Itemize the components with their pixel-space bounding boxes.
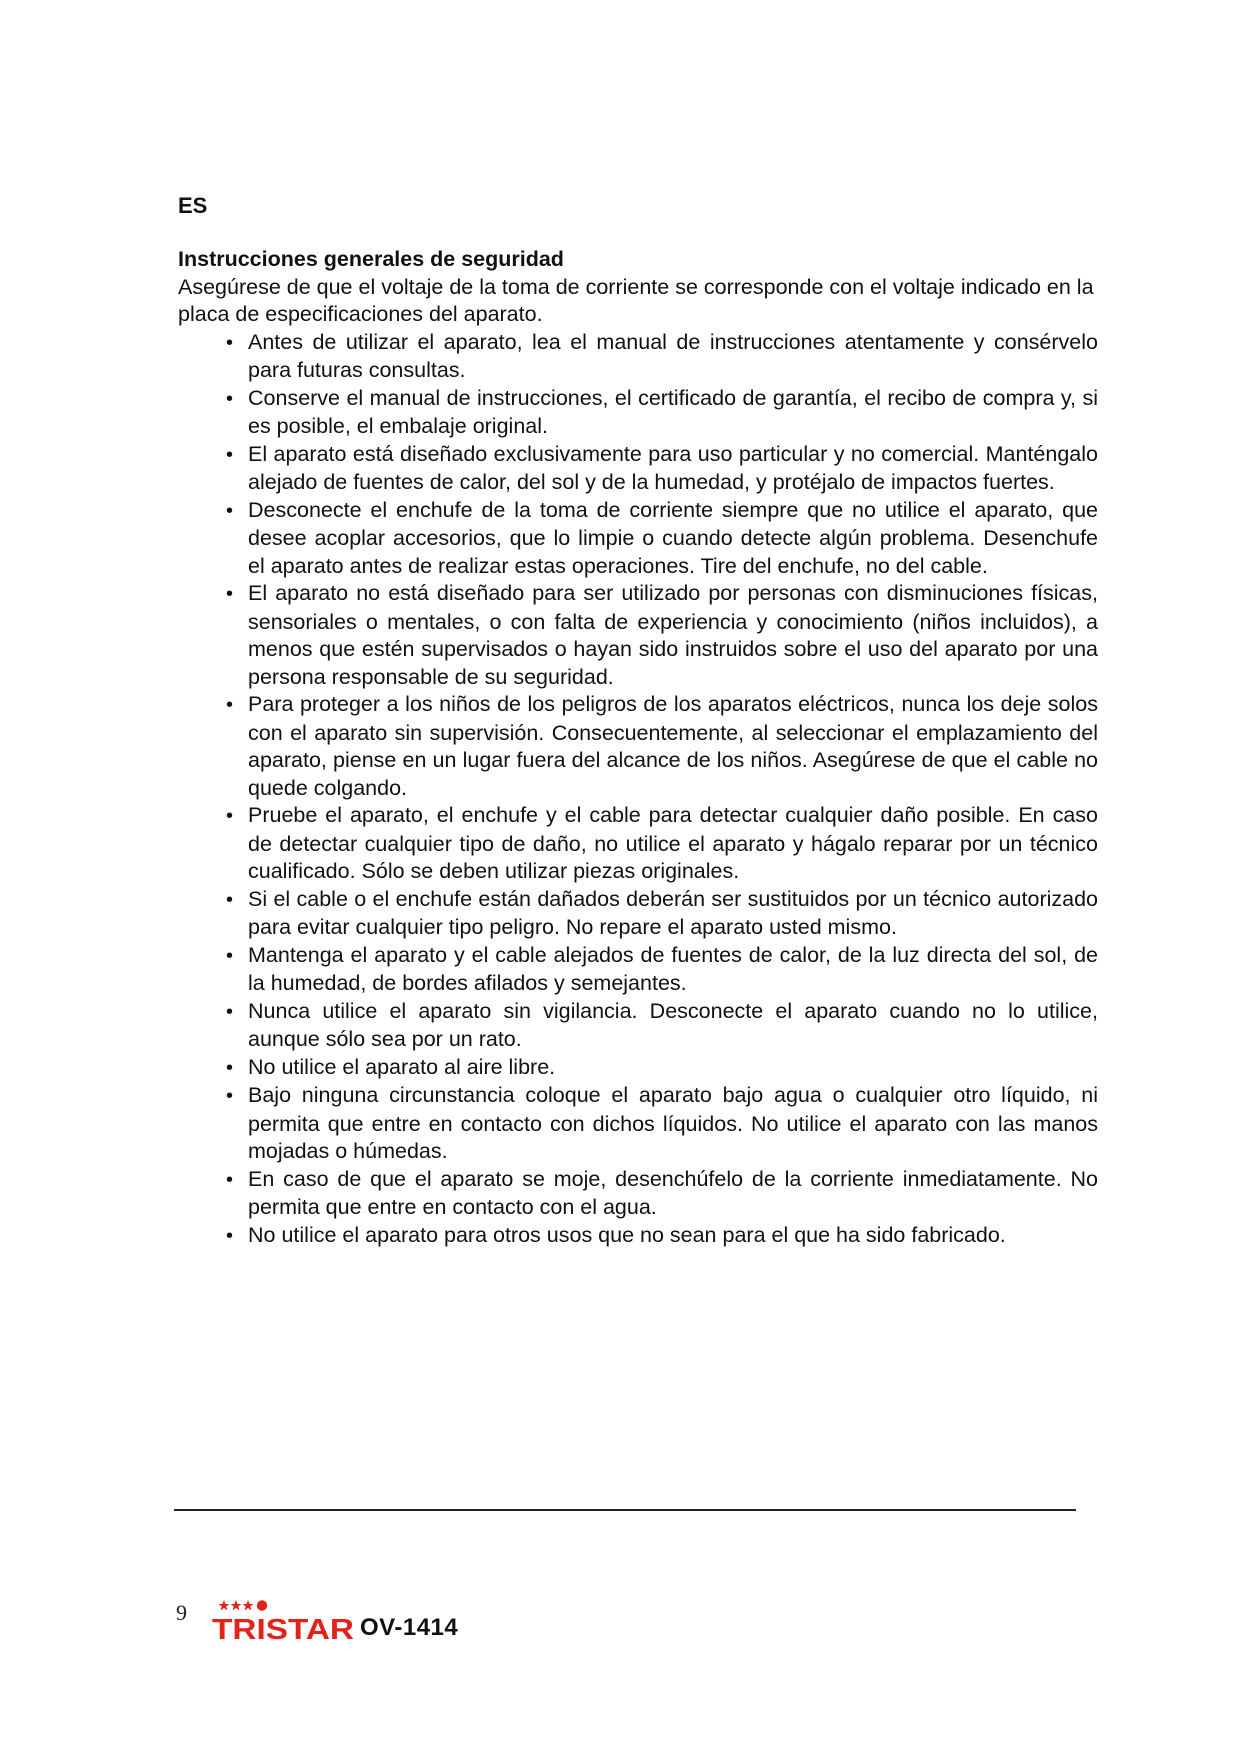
list-item-text: Antes de utilizar el aparato, lea el manual de instrucciones atentamente y consérvelo para futuras consultas. bbox=[248, 329, 1098, 382]
list-item bbox=[178, 1222, 1098, 1251]
bullet: • bbox=[226, 583, 234, 605]
list-item bbox=[178, 441, 1098, 497]
list-item bbox=[178, 329, 1098, 385]
list-item bbox=[178, 886, 1098, 942]
bullet: • bbox=[226, 694, 234, 716]
list-item-text: El aparato está diseñado exclusivamente para uso particular y no comercial. Manténgalo alejado de fuentes de calor, del sol y de la humedad, y protéjalo de impactos fuertes. bbox=[248, 441, 1098, 494]
list-item bbox=[178, 1054, 1098, 1083]
list-item bbox=[178, 1166, 1098, 1222]
list-item bbox=[178, 385, 1098, 441]
list-item-text: Desconecte el enchufe de la toma de corriente siempre que no utilice el aparato, que desee acoplar accesorios, que lo limpie o cuando detecte algún problema. Desenchufe el aparato antes de realizar estas operaciones. Tire del enchufe, no del cable. bbox=[248, 497, 1098, 578]
tristar-logo bbox=[212, 1598, 356, 1644]
list-item-text: Pruebe el aparato, el enchufe y el cable para detectar cualquier daño posible. En caso de detectar cualquier tipo de daño, no utilice el aparato y hágalo reparar por un técnico cualificado. Sólo se deben utilizar piezas originales. bbox=[248, 803, 1098, 883]
list-item bbox=[178, 802, 1098, 886]
bullet: • bbox=[226, 805, 234, 827]
list-item-text: No utilice el aparato para otros usos que no sean para el que ha sido fabricado. bbox=[248, 1222, 1006, 1247]
bullet: • bbox=[226, 331, 234, 354]
language-code: ES bbox=[178, 193, 208, 218]
list-item-text: En caso de que el aparato se moje, desenchúfelo de la corriente inmediatamente. No permita que entre en contacto con el agua. bbox=[248, 1166, 1098, 1219]
model-number: OV-1414 bbox=[360, 1614, 459, 1641]
list-item bbox=[178, 1082, 1098, 1166]
list-item bbox=[178, 497, 1098, 581]
list-item-text: Si el cable o el enchufe están dañados deberán ser sustituidos por un técnico autorizado para evitar cualquier tipo peligro. No repare el aparato usted mismo. bbox=[248, 886, 1098, 939]
bullet: • bbox=[226, 443, 234, 466]
bullet: • bbox=[226, 1000, 234, 1023]
list-item bbox=[178, 942, 1098, 998]
safety-section bbox=[178, 246, 1098, 1250]
footer-divider bbox=[174, 1509, 1076, 1511]
section-title: Instrucciones generales de seguridad bbox=[178, 247, 564, 271]
list-item-text: No utilice el aparato al aire libre. bbox=[248, 1054, 556, 1079]
bullet: • bbox=[226, 1168, 234, 1191]
safety-rules-list bbox=[178, 329, 1098, 1251]
list-item-text: El aparato no está diseñado para ser utilizado por personas con disminuciones físicas, sensoriales o mentales, o con falta de experiencia y conocimiento (niños incluidos), a menos que estén supervisados o hayan sido instruidos sobre el uso del aparato por una persona responsable de su seguridad. bbox=[248, 581, 1098, 689]
list-item-text: Mantenga el aparato y el cable alejados de fuentes de calor, de la luz directa del sol, de la humedad, de bordes afilados y semejantes. bbox=[248, 942, 1098, 995]
bullet: • bbox=[226, 499, 234, 522]
bullet: • bbox=[226, 1085, 234, 1107]
bullet: • bbox=[226, 944, 234, 967]
intro-paragraph: Asegúrese de que el voltaje de la toma de corriente se corresponde con el voltaje indicado en la placa de especificaciones del aparato. bbox=[178, 274, 1094, 326]
list-item bbox=[178, 998, 1098, 1054]
list-item-text: Conserve el manual de instrucciones, el certificado de garantía, el recibo de compra y, si es posible, el embalaje original. bbox=[248, 385, 1098, 438]
bullet: • bbox=[226, 888, 234, 911]
logo-wordmark: TRISTAR bbox=[212, 1614, 355, 1644]
bullet: • bbox=[226, 1056, 234, 1079]
list-item-text: Nunca utilice el aparato sin vigilancia. Desconecte el aparato cuando no lo utilice, aunque sólo sea por un rato. bbox=[248, 998, 1098, 1051]
bullet: • bbox=[226, 1224, 234, 1247]
footer-brand bbox=[212, 1598, 472, 1644]
logo-stars-icon bbox=[219, 1600, 268, 1611]
list-item-text: Bajo ninguna circunstancia coloque el aparato bajo agua o cualquier otro líquido, ni permita que entre en contacto con dichos líquidos. No utilice el aparato con las manos mojadas o húmedas. bbox=[248, 1083, 1098, 1163]
list-item bbox=[178, 691, 1098, 802]
bullet: • bbox=[226, 387, 234, 410]
page-number: 9 bbox=[176, 1600, 187, 1625]
list-item bbox=[178, 580, 1098, 691]
list-item-text: Para proteger a los niños de los peligros de los aparatos eléctricos, nunca los deje solos con el aparato sin supervisión. Consecuentemente, al seleccionar el emplazamiento del aparato, piense en un lugar fuera del alcance de los niños. Asegúrese de que el cable no quede colgando. bbox=[248, 692, 1098, 800]
